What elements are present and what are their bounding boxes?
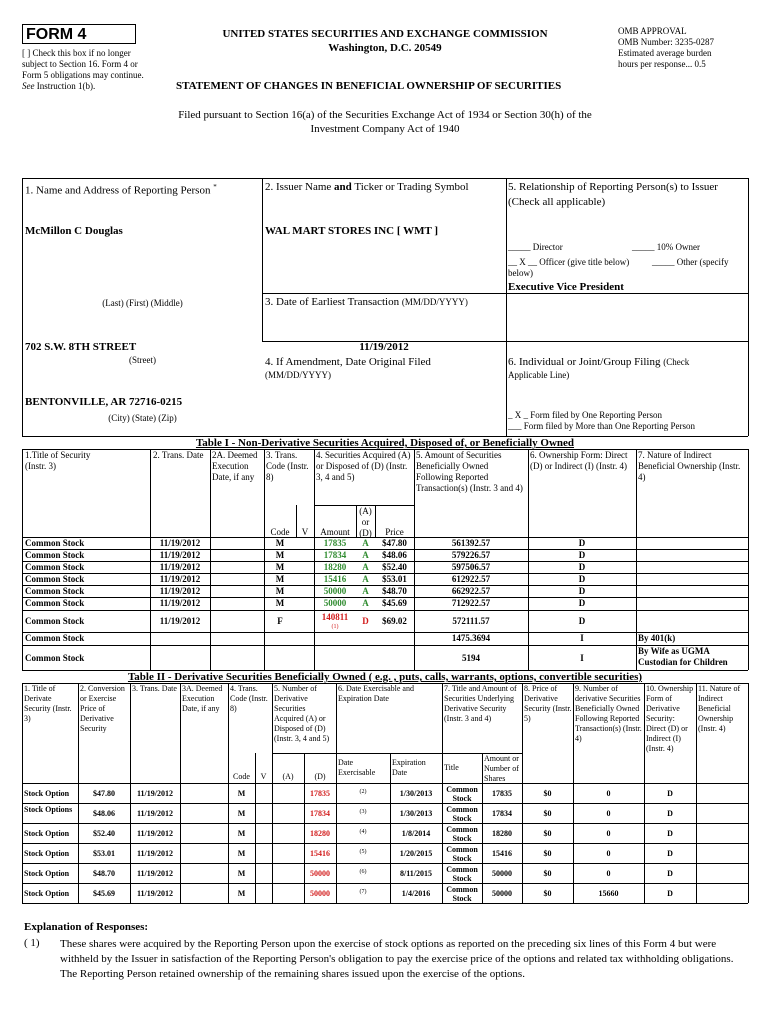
t1-form-cell: D <box>578 586 586 596</box>
t1-amount-cell: 15416 <box>323 574 347 584</box>
t2-d-cell: 50000 <box>310 869 330 878</box>
t1-amount-cell: 17835 <box>323 538 347 548</box>
see-text: See <box>22 81 35 91</box>
t1-h1b: (Instr. 3) <box>25 461 56 471</box>
t1-amount-footnote: (1) <box>331 624 339 630</box>
t2-h11: 11. Nature of Indirect Beneficial Ownership (Instr. 4) <box>698 684 741 733</box>
t2-title-cell: Stock Option <box>24 789 70 798</box>
box5-label-1: 5. Relationship of Reporting Person(s) to Issuer <box>508 181 718 193</box>
t1-date-cell: 11/19/2012 <box>159 550 201 560</box>
t2-date-cell: 11/19/2012 <box>136 849 173 858</box>
t2-h8: 8. Price of Derivative Security (Instr. 5) <box>524 684 572 723</box>
t2-owned-cell: 0 <box>606 789 611 798</box>
t1-code-cell: M <box>275 586 285 596</box>
t2-utitle-cell: Common Stock <box>446 865 478 883</box>
t1-amount-cell: 50000 <box>323 598 347 608</box>
t2-form-cell: D <box>667 869 673 878</box>
t1-ad-cell: A <box>362 598 369 608</box>
t2-exer-cell: (5) <box>359 849 367 855</box>
t2-form-cell: D <box>667 889 673 898</box>
t2-exer-cell: (7) <box>359 889 367 895</box>
t2-exp-cell: 1/20/2015 <box>399 849 433 858</box>
t1-form-cell: D <box>578 550 586 560</box>
t2-code-cell: M <box>237 869 246 878</box>
t1-title-cell: Common Stock <box>25 633 85 643</box>
agency-city: Washington, D.C. 20549 <box>328 42 442 54</box>
t2-uamt-cell: 50000 <box>492 889 512 898</box>
box2-label <box>265 181 469 194</box>
t1-code-cell: M <box>275 538 285 548</box>
t2-h1: 1. Title of Derivate Security (Instr. 3) <box>24 684 72 723</box>
box6-applicable: Applicable Line) <box>508 370 570 380</box>
ten-percent-owner-option: _____ 10% Owner <box>632 242 700 252</box>
t2-uamt-cell: 17835 <box>492 789 512 798</box>
t2-form-cell: D <box>667 789 673 798</box>
t1-owned-cell: 572111.57 <box>452 616 490 626</box>
t2-h7: 7. Title and Amount of Securities Underlying Derivative Security (Instr. 3 and 4) <box>444 684 517 723</box>
t2-sub-a: (A) <box>282 772 294 781</box>
t1-title-cell: Common Stock <box>25 586 85 596</box>
t1-date-cell: 11/19/2012 <box>159 586 201 596</box>
t1-form-cell: I <box>580 633 584 643</box>
omb-box <box>618 26 768 70</box>
box4-format: (MM/DD/YYYY) <box>265 370 331 380</box>
t1-ad-cell: A <box>362 562 369 572</box>
city-state-zip: BENTONVILLE, AR 72716-0215 <box>25 396 183 408</box>
multiple-reporting-person-option: ___ Form filed by More than One Reporting Person <box>508 421 695 431</box>
box4-label: 4. If Amendment, Date Original Filed <box>265 356 431 368</box>
t2-price-cell: $0 <box>543 789 552 798</box>
t1-owned-cell: 5194 <box>462 652 480 663</box>
t1-price-cell: $48.06 <box>382 550 407 560</box>
box3-label-text: 3. Date of Earliest Transaction <box>265 296 400 308</box>
explanation-heading: Explanation of Responses: <box>24 921 149 933</box>
box6-label <box>508 356 689 369</box>
statement-title: STATEMENT OF CHANGES IN BENEFICIAL OWNERSHIP OF SECURITIES <box>176 80 562 92</box>
reporting-person-name: McMillon C Douglas <box>25 225 123 237</box>
name-sub-label: (Last) (First) (Middle) <box>102 298 183 308</box>
instruction-text: Instruction 1(b). <box>36 81 96 91</box>
t1-date-cell: 11/19/2012 <box>159 574 201 584</box>
t1-h4: 4. Securities Acquired (A) or Disposed of (D) (Instr. 3, 4 and 5) <box>316 450 411 482</box>
box3-label <box>265 296 468 309</box>
omb-approval: OMB APPROVAL <box>618 26 687 36</box>
street-address: 702 S.W. 8TH STREET <box>25 341 137 353</box>
t1-ad-cell: A <box>362 586 369 596</box>
t2-date-cell: 11/19/2012 <box>136 789 173 798</box>
t1-sub-price: Price <box>385 527 404 537</box>
t1-price-cell: $53.01 <box>382 574 407 584</box>
t1-sub-v: V <box>301 527 309 537</box>
t1-price-cell: $47.80 <box>382 538 407 548</box>
t1-form-cell: D <box>578 538 586 548</box>
t2-form-cell: D <box>667 809 673 818</box>
t2-sub-title: Title <box>444 763 459 772</box>
t1-code-cell: M <box>275 598 285 608</box>
t1-code-cell: M <box>275 550 285 560</box>
t1-h3: 3. Trans. Code (Instr. 8) <box>266 450 309 482</box>
t2-sub-exp: Expiration Date <box>392 758 426 777</box>
t1-ad-cell: D <box>362 616 369 626</box>
box6-label-text: 6. Individual or Joint/Group Filing <box>508 356 661 368</box>
t1-h5: 5. Amount of Securities Beneficially Owned Following Reported Transaction(s) (Instr. 3 and 4) <box>416 450 523 493</box>
t1-owned-cell: 612922.57 <box>451 574 491 584</box>
t2-conv-cell: $48.06 <box>93 809 115 818</box>
box1-label-text: 1. Name and Address of Reporting Person <box>25 184 211 197</box>
t2-exer-cell: (3) <box>359 809 367 815</box>
t2-code-cell: M <box>237 849 246 858</box>
t2-uamt-cell: 50000 <box>492 869 512 878</box>
officer-title: Executive Vice President <box>508 281 624 293</box>
t2-conv-cell: $53.01 <box>93 849 115 858</box>
footnote-number: ( 1) <box>24 937 40 949</box>
below-text: below) <box>508 268 533 278</box>
t2-h5: 5. Number of Derivative Securities Acquired (A) or Disposed of (D) (Instr. 3, 4 and 5) <box>274 684 330 743</box>
t2-h3: 3. Trans. Date <box>132 684 177 693</box>
t1-nature-cell: By 401(k) <box>638 633 676 643</box>
t2-price-cell: $0 <box>543 889 552 898</box>
t1-date-cell: 11/19/2012 <box>159 598 201 608</box>
t2-title-cell: Stock Option <box>24 889 70 898</box>
t2-title-cell: Stock Option <box>24 849 70 858</box>
t2-exer-cell: (2) <box>359 789 367 795</box>
t2-code-cell: M <box>237 889 246 898</box>
t1-amount-cell: 50000 <box>323 586 347 596</box>
t2-h3a: 3A. Deemed Execution Date, if any <box>182 684 223 713</box>
t1-sub-aord: (A) or (D) <box>359 506 372 538</box>
t2-title-cell: Stock Option <box>24 829 70 838</box>
t2-owned-cell: 0 <box>606 829 611 838</box>
director-option: _____ Director <box>508 242 563 252</box>
t2-conv-cell: $45.69 <box>93 889 115 898</box>
t1-form-cell: D <box>578 616 586 626</box>
t1-owned-cell: 662922.57 <box>451 586 491 596</box>
t2-sub-d: (D) <box>314 772 326 781</box>
t2-sub-code: Code <box>233 772 250 781</box>
box2-label-a: 2. Issuer Name <box>265 181 332 193</box>
t1-amount-cell: 18280 <box>323 562 347 572</box>
t1-owned-cell: 1475.3694 <box>451 633 491 643</box>
earliest-transaction-date: 11/19/2012 <box>359 341 409 353</box>
table2-title: Table II - Derivative Securities Beneficially Owned ( e.g. , puts, calls, warrants, options, convertible securities) <box>127 671 643 683</box>
t2-utitle-cell: Common Stock <box>446 825 478 843</box>
street-sub-label: (Street) <box>129 355 156 365</box>
t1-owned-cell: 712922.57 <box>451 598 491 608</box>
t1-h7: 7. Nature of Indirect Beneficial Ownership (Instr. 4) <box>638 450 741 482</box>
agency-name: UNITED STATES SECURITIES AND EXCHANGE COMMISSION <box>222 28 548 40</box>
t2-exer-cell: (4) <box>359 829 367 835</box>
t2-exer-cell: (6) <box>359 869 367 875</box>
t2-h2: 2. Conversion or Exercise Price of Derivative Security <box>80 684 125 733</box>
t2-utitle-cell: Common Stock <box>446 845 478 863</box>
check-box-note <box>22 48 150 92</box>
box6-check: (Check <box>663 357 690 367</box>
box5-label-2: (Check all applicable) <box>508 196 606 208</box>
t2-date-cell: 11/19/2012 <box>136 829 173 838</box>
t2-date-cell: 11/19/2012 <box>136 809 173 818</box>
t1-code-cell: F <box>277 616 283 626</box>
t1-date-cell: 11/19/2012 <box>159 562 201 572</box>
city-sub-label: (City) (State) (Zip) <box>108 413 177 423</box>
t2-code-cell: M <box>237 829 246 838</box>
t2-exp-cell: 1/30/2013 <box>399 809 433 818</box>
t2-owned-cell: 0 <box>606 849 611 858</box>
t2-conv-cell: $48.70 <box>93 869 115 878</box>
officer-option: __ X __ Officer (give title below) <box>508 257 630 267</box>
omb-hours: hours per response... 0.5 <box>618 59 706 69</box>
t2-price-cell: $0 <box>543 849 552 858</box>
table1-title: Table I - Non-Derivative Securities Acquired, Disposed of, or Beneficially Owned <box>195 437 575 449</box>
t1-nature-cell: By Wife as UGMA Custodian for Children <box>638 646 728 667</box>
one-reporting-person-option: _ X _ Form filed by One Reporting Person <box>508 410 662 420</box>
footnote-text: These shares were acquired by the Reporting Person upon the exercise of stock options as reported on the preceding six lines of this Form 4 but were withheld by the Issuer in satisfaction of the Reporting Person's obligation to pay the exercise price of the options and related tax withholding obligations. The Reporting Person retained ownership of the remaining shares issued upon the exercise of the options. <box>60 938 734 980</box>
t2-sub-exer: Date Exercisable <box>338 758 376 777</box>
other-option: _____ Other (specify <box>652 257 729 267</box>
t1-form-cell: D <box>578 562 586 572</box>
t2-price-cell: $0 <box>543 809 552 818</box>
t1-code-cell: M <box>275 574 285 584</box>
filed-line-1: Filed pursuant to Section 16(a) of the Securities Exchange Act of 1934 or Section 30(h) of the <box>178 109 592 121</box>
t2-uamt-cell: 15416 <box>492 849 512 858</box>
t1-ad-cell: A <box>362 574 369 584</box>
t2-title-cell: Stock Options <box>24 805 73 814</box>
t1-title-cell: Common Stock <box>25 550 85 560</box>
t1-title-cell: Common Stock <box>25 598 85 608</box>
box1-label <box>25 181 217 198</box>
t2-date-cell: 11/19/2012 <box>136 869 173 878</box>
t1-date-cell: 11/19/2012 <box>159 538 201 548</box>
t1-amount-cell: 17834 <box>323 550 347 560</box>
t1-ad-cell: A <box>362 550 369 560</box>
t2-h9: 9. Number of derivative Securities Beneficially Owned Following Reported Transaction(s) (Instr. 4) <box>575 684 642 743</box>
t2-form-cell: D <box>667 829 673 838</box>
t2-price-cell: $0 <box>543 829 552 838</box>
t1-price-cell: $45.69 <box>382 598 407 608</box>
t2-utitle-cell: Common Stock <box>446 885 478 903</box>
t2-exp-cell: 1/30/2013 <box>399 789 433 798</box>
t1-code-cell: M <box>275 562 285 572</box>
t2-code-cell: M <box>237 789 246 798</box>
t2-exp-cell: 8/11/2015 <box>399 869 432 878</box>
t1-price-cell: $48.70 <box>382 586 407 596</box>
form-title: FORM 4 <box>22 24 136 44</box>
t1-title-cell: Common Stock <box>25 652 85 663</box>
t1-price-cell: $69.02 <box>382 616 407 626</box>
t1-owned-cell: 561392.57 <box>451 538 491 548</box>
t2-form-cell: D <box>667 849 673 858</box>
t1-h6: 6. Ownership Form: Direct (D) or Indirect (I) (Instr. 4) <box>530 450 628 471</box>
t2-d-cell: 18280 <box>310 829 330 838</box>
t1-form-cell: D <box>578 598 586 608</box>
t2-owned-cell: 15660 <box>598 889 619 898</box>
box1-star: * <box>213 183 217 191</box>
t1-owned-cell: 579226.57 <box>451 550 491 560</box>
t1-form-cell: I <box>580 652 584 663</box>
t2-date-cell: 11/19/2012 <box>136 889 173 898</box>
t2-d-cell: 17834 <box>310 809 330 818</box>
box3-format: (MM/DD/YYYY) <box>401 297 468 307</box>
t1-title-cell: Common Stock <box>25 616 85 626</box>
t2-d-cell: 50000 <box>310 889 330 898</box>
issuer-name: WAL MART STORES INC [ WMT ] <box>265 225 439 237</box>
t1-title-cell: Common Stock <box>25 538 85 548</box>
t1-owned-cell: 597506.57 <box>451 562 491 572</box>
t1-title-cell: Common Stock <box>25 562 85 572</box>
t1-sub-code: Code <box>270 527 290 537</box>
t2-conv-cell: $52.40 <box>93 829 115 838</box>
t2-d-cell: 15416 <box>310 849 330 858</box>
omb-number: OMB Number: 3235-0287 <box>618 37 714 47</box>
t1-ad-cell: A <box>362 538 369 548</box>
t2-owned-cell: 0 <box>606 869 611 878</box>
t2-h4: 4. Trans. Code (Instr. 8) <box>230 684 268 713</box>
t1-date-cell: 11/19/2012 <box>159 616 201 626</box>
t2-utitle-cell: Common Stock <box>446 785 478 803</box>
t1-title-cell: Common Stock <box>25 574 85 584</box>
check-box-text: [ ] Check this box if no longer subject to Section 16. Form 4 or Form 5 obligations may continue. <box>22 48 144 80</box>
t2-h6: 6. Date Exercisable and Expiration Date <box>338 684 414 703</box>
t2-title-cell: Stock Option <box>24 869 70 878</box>
t1-h2: 2. Trans. Date <box>153 450 204 460</box>
t2-exp-cell: 1/8/2014 <box>401 829 431 838</box>
t2-sub-v: V <box>260 772 267 781</box>
t2-exp-cell: 1/4/2016 <box>401 889 431 898</box>
t2-conv-cell: $47.80 <box>93 789 115 798</box>
t1-h2a: 2A. Deemed Execution Date, if any <box>212 450 258 482</box>
t1-h1: 1.Title of Security <box>25 450 91 460</box>
t1-amount-cell: 140811 <box>321 612 349 622</box>
t2-sub-amt: Amount or Number of Shares <box>484 754 519 783</box>
t2-utitle-cell: Common Stock <box>446 805 478 823</box>
t2-uamt-cell: 18280 <box>492 829 512 838</box>
t2-d-cell: 17835 <box>310 789 330 798</box>
t1-form-cell: D <box>578 574 586 584</box>
omb-burden: Estimated average burden <box>618 48 712 58</box>
filed-line-2: Investment Company Act of 1940 <box>310 123 460 135</box>
box2-label-and: and <box>334 181 352 193</box>
t2-owned-cell: 0 <box>606 809 611 818</box>
t2-uamt-cell: 17834 <box>492 809 512 818</box>
t2-price-cell: $0 <box>543 869 552 878</box>
t1-price-cell: $52.40 <box>382 562 407 572</box>
t2-code-cell: M <box>237 809 246 818</box>
t2-h10: 10. Ownership Form of Derivative Security: Direct (D) or Indirect (I) (Instr. 4) <box>646 684 694 753</box>
box2-label-b: Ticker or Trading Symbol <box>354 181 469 193</box>
t1-sub-amount: Amount <box>320 527 350 537</box>
